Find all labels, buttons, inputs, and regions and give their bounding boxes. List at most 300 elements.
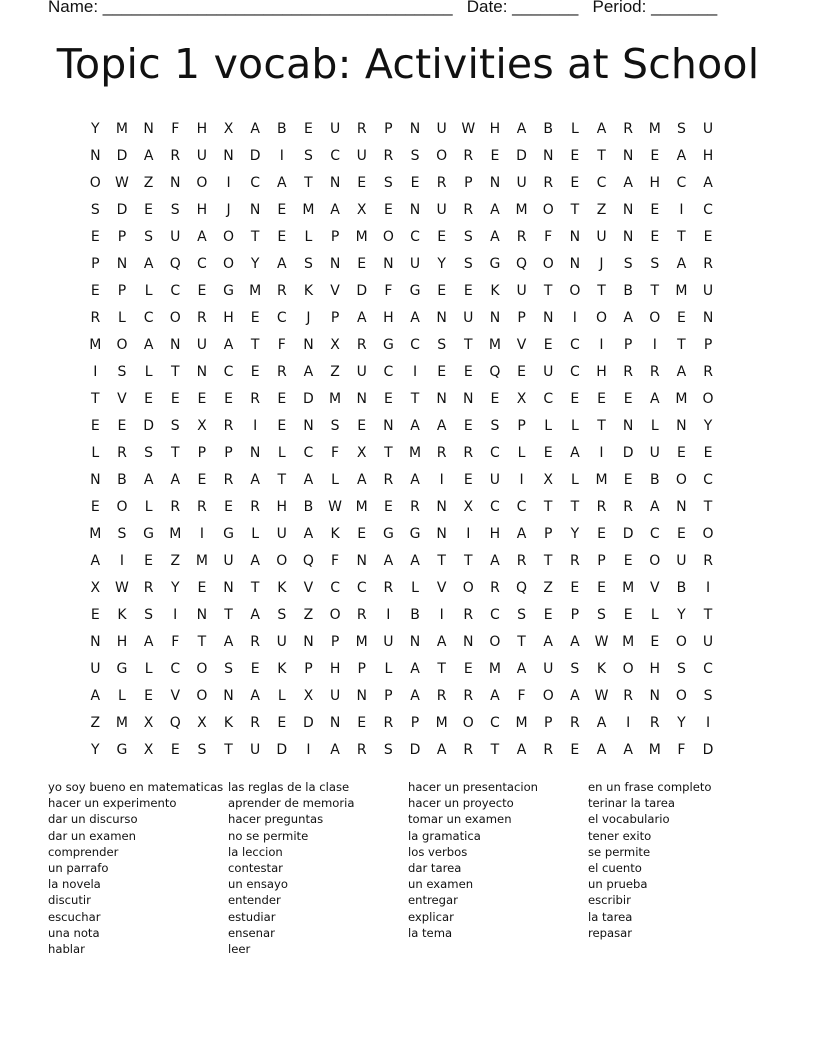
grid-letter: R	[516, 228, 527, 245]
grid-letter: E	[703, 228, 713, 245]
grid-letter: V	[330, 282, 340, 299]
grid-letter: S	[117, 525, 127, 542]
grid-letter: C	[569, 363, 580, 380]
grid-letter: L	[144, 363, 153, 380]
grid-letter: J	[306, 309, 311, 326]
grid-letter: C	[490, 606, 500, 623]
word-bank-item: tomar un examen	[408, 812, 512, 827]
grid-letter: S	[304, 147, 313, 164]
grid-letter: C	[703, 471, 713, 488]
grid-letter: E	[570, 147, 580, 164]
grid-letter: L	[144, 660, 153, 677]
grid-letter: E	[650, 228, 660, 245]
grid-letter: S	[570, 660, 580, 677]
grid-letter: I	[412, 363, 418, 380]
grid-letter: N	[463, 633, 474, 650]
grid-letter: I	[519, 471, 524, 488]
grid-letter: T	[703, 606, 713, 623]
grid-letter: L	[544, 417, 553, 434]
grid-letter: Y	[250, 255, 260, 272]
grid-letter: R	[356, 606, 367, 623]
grid-letter: P	[91, 255, 100, 272]
grid-letter: O	[542, 255, 554, 272]
word-bank-item: no se permite	[228, 828, 309, 843]
grid-letter: M	[622, 579, 635, 596]
grid-letter: I	[572, 309, 577, 326]
grid-letter: W	[328, 498, 342, 515]
grid-letter: S	[144, 606, 154, 623]
grid-letter: E	[597, 525, 606, 542]
grid-letter: V	[436, 579, 447, 596]
grid-letter: R	[250, 390, 261, 407]
grid-letter: G	[409, 525, 421, 542]
grid-letter: P	[517, 417, 526, 434]
grid-letter: N	[409, 120, 421, 137]
grid-letter: E	[357, 255, 367, 272]
grid-letter: S	[330, 417, 340, 434]
grid-letter: P	[224, 444, 233, 461]
grid-letter: A	[250, 120, 260, 137]
grid-letter: M	[408, 444, 422, 461]
page-title: Topic 1 vocab: Activities at School	[56, 40, 760, 88]
word-bank-item: un ensayo	[228, 877, 288, 892]
grid-letter: S	[144, 444, 154, 461]
word-bank-item: discutir	[48, 893, 91, 908]
grid-letter: R	[250, 633, 261, 650]
grid-letter: N	[303, 633, 314, 650]
grid-letter: E	[170, 390, 180, 407]
grid-letter: N	[249, 444, 261, 461]
grid-letter: S	[676, 120, 686, 137]
grid-letter: L	[570, 471, 579, 488]
grid-letter: B	[623, 282, 633, 299]
grid-letter: G	[382, 525, 394, 542]
grid-letter: S	[90, 201, 100, 218]
word-bank-item: la tema	[408, 925, 453, 940]
grid-letter: I	[93, 363, 98, 380]
grid-letter: O	[382, 228, 394, 245]
grid-letter: S	[410, 147, 420, 164]
grid-letter: O	[462, 579, 474, 596]
grid-letter: S	[197, 741, 207, 758]
grid-letter: E	[277, 390, 287, 407]
grid-letter: T	[677, 228, 686, 245]
word-bank-item: hacer preguntas	[228, 812, 324, 827]
word-bank-item: la tarea	[588, 909, 633, 924]
grid-letter: A	[277, 255, 287, 272]
grid-letter: K	[596, 660, 607, 677]
grid-letter: A	[277, 174, 287, 191]
grid-letter: Y	[91, 120, 100, 137]
grid-letter: T	[597, 417, 606, 434]
grid-letter: M	[622, 633, 635, 650]
grid-letter: M	[595, 471, 608, 488]
grid-letter: R	[649, 363, 660, 380]
grid-letter: B	[649, 471, 660, 488]
grid-letter: O	[675, 687, 687, 704]
grid-letter: R	[197, 498, 207, 515]
grid-letter: N	[170, 174, 181, 191]
grid-letter: A	[490, 687, 500, 704]
grid-letter: A	[596, 120, 607, 137]
grid-letter: K	[117, 606, 127, 623]
grid-letter: B	[676, 579, 687, 596]
grid-letter: N	[622, 201, 634, 218]
grid-letter: H	[383, 309, 394, 326]
grid-letter: R	[703, 255, 713, 272]
grid-letter: A	[596, 714, 607, 731]
grid-letter: L	[118, 309, 126, 326]
grid-letter: F	[677, 741, 686, 758]
grid-letter: E	[437, 282, 447, 299]
grid-letter: K	[277, 660, 287, 677]
grid-letter: A	[383, 552, 394, 569]
grid-letter: E	[90, 606, 100, 623]
grid-letter: O	[675, 633, 687, 650]
grid-letter: U	[489, 471, 501, 488]
grid-letter: C	[490, 498, 500, 515]
grid-letter: H	[489, 120, 501, 137]
grid-letter: W	[115, 579, 129, 596]
grid-letter: D	[116, 201, 128, 218]
grid-letter: E	[224, 498, 233, 515]
grid-letter: E	[383, 498, 393, 515]
grid-letter: Y	[677, 606, 686, 623]
grid-letter: A	[570, 444, 580, 461]
grid-letter: L	[277, 444, 286, 461]
grid-letter: R	[143, 579, 154, 596]
word-bank-item: el vocabulario	[588, 812, 670, 827]
grid-letter: N	[649, 687, 661, 704]
grid-letter: O	[649, 552, 661, 569]
grid-letter: E	[224, 390, 233, 407]
grid-letter: E	[250, 309, 260, 326]
grid-letter: Q	[516, 255, 528, 272]
grid-letter: N	[622, 417, 634, 434]
grid-letter: F	[384, 282, 393, 299]
grid-letter: I	[705, 714, 711, 731]
grid-letter: O	[223, 228, 235, 245]
grid-letter: S	[650, 255, 660, 272]
grid-letter: I	[199, 525, 204, 542]
grid-letter: R	[436, 444, 447, 461]
grid-letter: U	[329, 120, 341, 137]
grid-letter: R	[383, 471, 394, 488]
grid-letter: F	[277, 336, 286, 353]
grid-letter: W	[115, 174, 129, 191]
grid-letter: T	[437, 552, 446, 569]
grid-letter: T	[91, 390, 100, 407]
grid-letter: E	[304, 120, 313, 137]
grid-letter: R	[463, 201, 474, 218]
grid-letter: X	[197, 714, 207, 731]
grid-letter: M	[355, 498, 368, 515]
grid-letter: E	[490, 147, 500, 164]
grid-letter: N	[676, 417, 687, 434]
grid-letter: X	[356, 201, 367, 218]
grid-letter: P	[623, 336, 633, 353]
grid-letter: E	[197, 390, 207, 407]
grid-letter: N	[383, 417, 394, 434]
grid-letter: I	[253, 417, 258, 434]
word-bank-item: entregar	[408, 893, 458, 908]
grid-letter: D	[516, 147, 527, 164]
word-bank-item: dar un examen	[48, 828, 136, 843]
grid-letter: U	[702, 120, 714, 137]
grid-letter: A	[250, 687, 260, 704]
grid-letter: O	[489, 633, 501, 650]
grid-letter: M	[355, 228, 368, 245]
word-bank-item: aprender de memoria	[228, 796, 355, 811]
grid-letter: I	[626, 714, 631, 731]
word-bank-item: la gramatica	[408, 828, 481, 843]
grid-letter: R	[490, 579, 500, 596]
grid-letter: X	[143, 714, 154, 731]
grid-letter: I	[279, 147, 284, 164]
grid-letter: V	[303, 579, 314, 596]
grid-letter: U	[223, 552, 234, 569]
grid-letter: H	[196, 201, 208, 218]
word-bank-item: tener exito	[588, 828, 652, 843]
grid-letter: N	[143, 120, 154, 137]
grid-letter: A	[490, 552, 500, 569]
grid-letter: U	[356, 147, 367, 164]
grid-letter: Y	[570, 525, 580, 542]
grid-letter: E	[277, 714, 287, 731]
grid-letter: E	[463, 363, 473, 380]
grid-letter: M	[89, 336, 102, 353]
grid-letter: A	[143, 255, 154, 272]
grid-letter: E	[437, 228, 447, 245]
grid-letter: E	[570, 741, 580, 758]
grid-letter: R	[623, 363, 633, 380]
grid-letter: A	[410, 687, 420, 704]
grid-letter: N	[383, 255, 394, 272]
grid-letter: I	[226, 174, 231, 191]
grid-letter: A	[410, 417, 420, 434]
grid-letter: B	[410, 606, 420, 623]
grid-letter: A	[143, 471, 154, 488]
grid-letter: U	[196, 336, 207, 353]
grid-letter: N	[249, 201, 261, 218]
grid-letter: D	[276, 741, 288, 758]
grid-letter: C	[410, 228, 420, 245]
grid-letter: R	[436, 174, 447, 191]
grid-letter: A	[490, 228, 500, 245]
grid-letter: T	[570, 498, 580, 515]
grid-letter: C	[170, 660, 181, 677]
grid-letter: E	[623, 606, 633, 623]
grid-letter: N	[622, 147, 634, 164]
grid-letter: E	[144, 390, 154, 407]
grid-letter: N	[436, 525, 447, 542]
grid-letter: A	[570, 687, 580, 704]
grid-letter: N	[90, 147, 101, 164]
grid-letter: R	[516, 552, 527, 569]
grid-letter: P	[304, 660, 313, 677]
grid-letter: G	[223, 525, 234, 542]
grid-letter: R	[223, 417, 234, 434]
grid-letter: A	[410, 660, 420, 677]
grid-letter: E	[250, 363, 260, 380]
word-bank-item: hacer un presentacion	[408, 780, 539, 794]
grid-letter: A	[436, 633, 447, 650]
grid-letter: R	[596, 498, 607, 515]
grid-letter: U	[436, 201, 447, 218]
grid-letter: A	[516, 741, 527, 758]
grid-letter: A	[596, 741, 607, 758]
grid-letter: R	[383, 147, 394, 164]
grid-letter: P	[117, 228, 127, 245]
grid-letter: U	[676, 552, 687, 569]
grid-letter: E	[490, 390, 500, 407]
grid-letter: A	[330, 741, 340, 758]
grid-letter: L	[517, 444, 526, 461]
grid-letter: T	[464, 552, 473, 569]
grid-letter: E	[463, 660, 473, 677]
grid-letter: E	[144, 552, 154, 569]
grid-letter: E	[357, 417, 367, 434]
word-bank-item: yo soy bueno en matematicas	[48, 780, 224, 794]
grid-letter: O	[436, 147, 448, 164]
grid-letter: R	[117, 444, 127, 461]
word-bank-column	[588, 779, 768, 957]
grid-letter: X	[90, 579, 101, 596]
grid-letter: N	[90, 471, 101, 488]
grid-letter: N	[436, 390, 447, 407]
grid-letter: L	[411, 579, 419, 596]
grid-letter: U	[463, 309, 474, 326]
grid-letter: T	[250, 228, 260, 245]
grid-letter: Z	[170, 552, 181, 569]
grid-letter: A	[250, 471, 260, 488]
word-bank-item: explicar	[408, 909, 454, 924]
grid-letter: X	[356, 444, 367, 461]
grid-letter: O	[196, 174, 208, 191]
grid-letter: K	[330, 525, 340, 542]
grid-letter: E	[570, 390, 580, 407]
grid-letter: L	[144, 282, 153, 299]
grid-letter: X	[543, 471, 553, 488]
grid-letter: H	[649, 660, 661, 677]
grid-letter: G	[382, 336, 394, 353]
grid-letter: S	[463, 228, 473, 245]
word-bank-item: hablar	[48, 942, 85, 957]
grid-letter: L	[331, 471, 339, 488]
grid-letter: E	[117, 417, 127, 434]
grid-letter: U	[356, 363, 367, 380]
grid-letter: E	[90, 417, 100, 434]
grid-letter: M	[675, 282, 688, 299]
grid-letter: E	[703, 444, 713, 461]
grid-letter: A	[516, 525, 527, 542]
grid-letter: T	[304, 174, 313, 191]
grid-letter: E	[277, 228, 287, 245]
grid-letter: R	[543, 741, 554, 758]
grid-letter: C	[676, 174, 687, 191]
grid-letter: G	[223, 282, 234, 299]
grid-letter: M	[515, 714, 528, 731]
grid-letter: O	[276, 552, 288, 569]
grid-letter: T	[437, 660, 446, 677]
grid-letter: C	[196, 255, 207, 272]
grid-letter: U	[543, 660, 554, 677]
grid-letter: R	[463, 687, 474, 704]
grid-letter: C	[703, 660, 713, 677]
grid-letter: U	[702, 282, 714, 299]
grid-letter: M	[115, 714, 128, 731]
grid-letter: C	[223, 363, 234, 380]
grid-letter: Z	[143, 174, 154, 191]
grid-letter: L	[118, 687, 126, 704]
grid-letter: E	[277, 201, 287, 218]
name-date-period-line: Name: _____________________________________ Date: _______ Period: _______	[48, 0, 718, 16]
grid-letter: N	[329, 174, 341, 191]
word-bank-item: el cuento	[588, 861, 642, 876]
grid-letter: X	[516, 390, 527, 407]
grid-letter: N	[463, 390, 474, 407]
grid-letter: O	[223, 255, 235, 272]
word-bank-item: terinar la tarea	[588, 796, 675, 811]
grid-letter: C	[303, 444, 314, 461]
grid-letter: R	[276, 282, 287, 299]
grid-letter: S	[117, 363, 127, 380]
grid-letter: U	[250, 741, 261, 758]
grid-letter: S	[623, 255, 633, 272]
grid-letter: A	[90, 552, 101, 569]
word-bank-item: dar un discurso	[48, 812, 138, 827]
grid-letter: O	[542, 201, 554, 218]
word-bank-item: un examen	[408, 877, 474, 892]
grid-letter: C	[330, 147, 340, 164]
grid-letter: P	[330, 309, 340, 326]
grid-letter: N	[196, 606, 208, 623]
grid-letter: N	[223, 687, 234, 704]
grid-letter: S	[277, 606, 287, 623]
word-bank-item: se permite	[588, 844, 651, 859]
grid-letter: T	[677, 336, 686, 353]
grid-letter: N	[569, 255, 581, 272]
grid-letter: H	[329, 660, 341, 677]
grid-letter: R	[623, 687, 633, 704]
grid-letter: F	[331, 552, 340, 569]
grid-letter: N	[303, 417, 314, 434]
grid-letter: C	[543, 390, 554, 407]
grid-letter: V	[117, 390, 127, 407]
grid-letter: N	[356, 390, 367, 407]
grid-letter: R	[569, 552, 580, 569]
grid-letter: G	[116, 741, 128, 758]
grid-letter: D	[702, 741, 714, 758]
grid-letter: D	[409, 741, 421, 758]
grid-letter: O	[89, 174, 101, 191]
grid-letter: N	[409, 633, 421, 650]
grid-letter: M	[648, 741, 661, 758]
grid-letter: V	[516, 336, 527, 353]
grid-letter: N	[676, 498, 687, 515]
grid-letter: B	[277, 120, 287, 137]
grid-letter: L	[570, 120, 579, 137]
grid-letter: M	[89, 525, 102, 542]
grid-letter: U	[409, 255, 421, 272]
grid-letter: A	[623, 174, 633, 191]
grid-letter: N	[622, 228, 634, 245]
grid-letter: P	[357, 660, 366, 677]
grid-letter: V	[170, 687, 181, 704]
grid-letter: N	[489, 309, 501, 326]
grid-letter: T	[464, 336, 473, 353]
word-bank-item: contestar	[228, 861, 283, 876]
